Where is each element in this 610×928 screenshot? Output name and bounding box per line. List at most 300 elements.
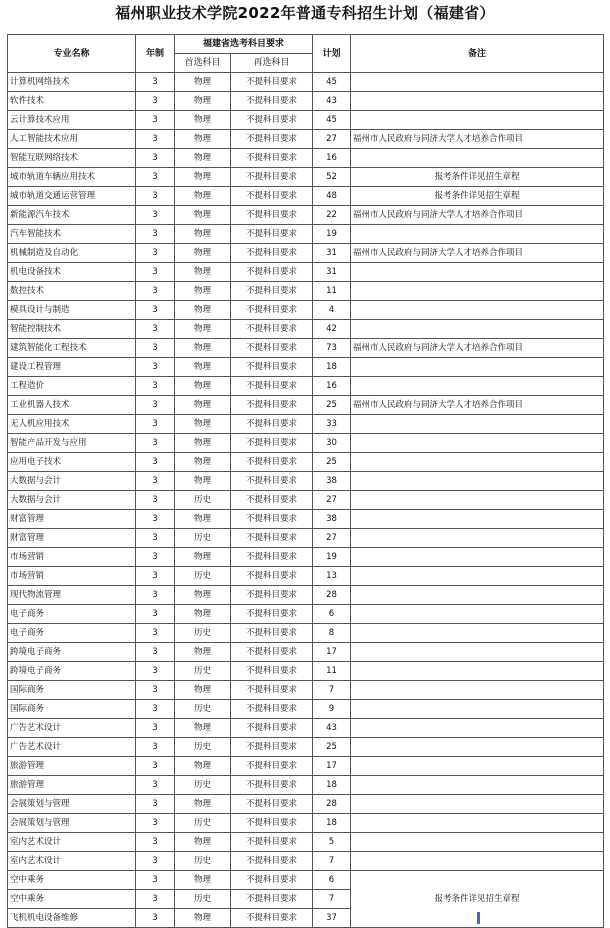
second-subject-cell: 不提科目要求 bbox=[231, 529, 313, 548]
plan-cell: 45 bbox=[313, 111, 351, 130]
first-subject-cell: 物理 bbox=[175, 320, 231, 339]
second-subject-cell: 不提科目要求 bbox=[231, 719, 313, 738]
plan-cell: 42 bbox=[313, 320, 351, 339]
years-cell: 3 bbox=[136, 130, 175, 149]
table-row bbox=[8, 643, 604, 662]
major-cell: 国际商务 bbox=[8, 700, 136, 719]
table-row bbox=[8, 415, 604, 434]
plan-cell: 28 bbox=[313, 586, 351, 605]
second-subject-cell: 不提科目要求 bbox=[231, 263, 313, 282]
major-cell: 会展策划与管理 bbox=[8, 814, 136, 833]
plan-cell: 27 bbox=[313, 491, 351, 510]
major-cell: 国际商务 bbox=[8, 681, 136, 700]
first-subject-cell: 物理 bbox=[175, 282, 231, 301]
major-cell: 旅游管理 bbox=[8, 757, 136, 776]
years-cell: 3 bbox=[136, 605, 175, 624]
major-cell: 空中乘务 bbox=[8, 890, 136, 909]
second-subject-cell: 不提科目要求 bbox=[231, 814, 313, 833]
years-cell: 3 bbox=[136, 814, 175, 833]
first-subject-cell: 历史 bbox=[175, 814, 231, 833]
table-row bbox=[8, 453, 604, 472]
table-row bbox=[8, 130, 604, 149]
second-subject-cell: 不提科目要求 bbox=[231, 282, 313, 301]
note-cell bbox=[351, 548, 604, 567]
second-subject-cell: 不提科目要求 bbox=[231, 168, 313, 187]
table-row bbox=[8, 168, 604, 187]
table-row bbox=[8, 738, 604, 757]
years-cell: 3 bbox=[136, 320, 175, 339]
plan-cell: 27 bbox=[313, 130, 351, 149]
note-cell bbox=[351, 700, 604, 719]
note-cell bbox=[351, 681, 604, 700]
plan-cell: 19 bbox=[313, 225, 351, 244]
second-subject-cell: 不提科目要求 bbox=[231, 187, 313, 206]
second-subject-cell: 不提科目要求 bbox=[231, 453, 313, 472]
major-cell: 广告艺术设计 bbox=[8, 719, 136, 738]
years-cell: 3 bbox=[136, 776, 175, 795]
first-subject-cell: 物理 bbox=[175, 472, 231, 491]
table-row bbox=[8, 852, 604, 871]
header-subject-group: 福建省选考科目要求 bbox=[175, 35, 313, 54]
merged-note-cell: 报考条件详见招生章程 bbox=[351, 871, 604, 928]
major-cell: 智能互联网络技术 bbox=[8, 149, 136, 168]
plan-cell: 11 bbox=[313, 282, 351, 301]
second-subject-cell: 不提科目要求 bbox=[231, 662, 313, 681]
second-subject-cell: 不提科目要求 bbox=[231, 111, 313, 130]
second-subject-cell: 不提科目要求 bbox=[231, 700, 313, 719]
second-subject-cell: 不提科目要求 bbox=[231, 434, 313, 453]
note-cell bbox=[351, 415, 604, 434]
table-body bbox=[8, 73, 604, 928]
second-subject-cell: 不提科目要求 bbox=[231, 871, 313, 890]
plan-cell: 13 bbox=[313, 567, 351, 586]
second-subject-cell: 不提科目要求 bbox=[231, 776, 313, 795]
table-row bbox=[8, 871, 604, 890]
first-subject-cell: 物理 bbox=[175, 339, 231, 358]
table-row bbox=[8, 472, 604, 491]
years-cell: 3 bbox=[136, 510, 175, 529]
first-subject-cell: 历史 bbox=[175, 776, 231, 795]
second-subject-cell: 不提科目要求 bbox=[231, 225, 313, 244]
plan-cell: 37 bbox=[313, 909, 351, 928]
plan-cell: 31 bbox=[313, 244, 351, 263]
second-subject-cell: 不提科目要求 bbox=[231, 149, 313, 168]
plan-cell: 45 bbox=[313, 73, 351, 92]
major-cell: 室内艺术设计 bbox=[8, 852, 136, 871]
major-cell: 旅游管理 bbox=[8, 776, 136, 795]
note-cell bbox=[351, 111, 604, 130]
plan-cell: 22 bbox=[313, 206, 351, 225]
plan-cell: 43 bbox=[313, 92, 351, 111]
plan-cell: 17 bbox=[313, 643, 351, 662]
second-subject-cell: 不提科目要求 bbox=[231, 244, 313, 263]
plan-cell: 19 bbox=[313, 548, 351, 567]
first-subject-cell: 历史 bbox=[175, 491, 231, 510]
plan-cell: 43 bbox=[313, 719, 351, 738]
major-cell: 数控技术 bbox=[8, 282, 136, 301]
note-cell bbox=[351, 586, 604, 605]
note-cell bbox=[351, 301, 604, 320]
first-subject-cell: 物理 bbox=[175, 415, 231, 434]
note-cell bbox=[351, 852, 604, 871]
note-cell bbox=[351, 567, 604, 586]
major-cell: 工业机器人技术 bbox=[8, 396, 136, 415]
table-row bbox=[8, 548, 604, 567]
years-cell: 3 bbox=[136, 890, 175, 909]
major-cell: 工程造价 bbox=[8, 377, 136, 396]
first-subject-cell: 物理 bbox=[175, 73, 231, 92]
major-cell: 电子商务 bbox=[8, 624, 136, 643]
major-cell: 城市轨道车辆应用技术 bbox=[8, 168, 136, 187]
table-row bbox=[8, 206, 604, 225]
first-subject-cell: 历史 bbox=[175, 852, 231, 871]
years-cell: 3 bbox=[136, 681, 175, 700]
second-subject-cell: 不提科目要求 bbox=[231, 605, 313, 624]
note-cell: 福州市人民政府与同济大学人才培养合作项目 bbox=[351, 339, 604, 358]
major-cell: 智能控制技术 bbox=[8, 320, 136, 339]
major-cell: 城市轨道交通运营管理 bbox=[8, 187, 136, 206]
years-cell: 3 bbox=[136, 795, 175, 814]
second-subject-cell: 不提科目要求 bbox=[231, 510, 313, 529]
first-subject-cell: 物理 bbox=[175, 92, 231, 111]
first-subject-cell: 物理 bbox=[175, 377, 231, 396]
plan-cell: 28 bbox=[313, 795, 351, 814]
first-subject-cell: 物理 bbox=[175, 168, 231, 187]
second-subject-cell: 不提科目要求 bbox=[231, 681, 313, 700]
plan-cell: 16 bbox=[313, 377, 351, 396]
years-cell: 3 bbox=[136, 909, 175, 928]
note-cell bbox=[351, 662, 604, 681]
second-subject-cell: 不提科目要求 bbox=[231, 358, 313, 377]
note-cell bbox=[351, 320, 604, 339]
table-row bbox=[8, 282, 604, 301]
years-cell: 3 bbox=[136, 624, 175, 643]
note-cell: 福州市人民政府与同济大学人才培养合作项目 bbox=[351, 130, 604, 149]
note-cell bbox=[351, 453, 604, 472]
second-subject-cell: 不提科目要求 bbox=[231, 377, 313, 396]
table-row bbox=[8, 73, 604, 92]
table-row bbox=[8, 358, 604, 377]
note-cell bbox=[351, 833, 604, 852]
header-note: 备注 bbox=[351, 35, 604, 73]
years-cell: 3 bbox=[136, 757, 175, 776]
note-cell bbox=[351, 377, 604, 396]
years-cell: 3 bbox=[136, 662, 175, 681]
plan-cell: 33 bbox=[313, 415, 351, 434]
second-subject-cell: 不提科目要求 bbox=[231, 415, 313, 434]
years-cell: 3 bbox=[136, 871, 175, 890]
first-subject-cell: 历史 bbox=[175, 662, 231, 681]
page-title: 福州职业技术学院2022年普通专科招生计划（福建省） bbox=[115, 4, 495, 22]
first-subject-cell: 物理 bbox=[175, 301, 231, 320]
first-subject-cell: 物理 bbox=[175, 795, 231, 814]
table-row bbox=[8, 92, 604, 111]
note-cell bbox=[351, 795, 604, 814]
plan-cell: 7 bbox=[313, 890, 351, 909]
table-row bbox=[8, 320, 604, 339]
plan-cell: 17 bbox=[313, 757, 351, 776]
years-cell: 3 bbox=[136, 73, 175, 92]
plan-cell: 6 bbox=[313, 605, 351, 624]
table-row bbox=[8, 510, 604, 529]
plan-cell: 38 bbox=[313, 472, 351, 491]
years-cell: 3 bbox=[136, 377, 175, 396]
header-major: 专业名称 bbox=[8, 35, 136, 73]
plan-cell: 18 bbox=[313, 814, 351, 833]
plan-cell: 73 bbox=[313, 339, 351, 358]
years-cell: 3 bbox=[136, 567, 175, 586]
note-cell bbox=[351, 149, 604, 168]
years-cell: 3 bbox=[136, 415, 175, 434]
note-cell bbox=[351, 529, 604, 548]
major-cell: 机械制造及自动化 bbox=[8, 244, 136, 263]
table-row bbox=[8, 605, 604, 624]
first-subject-cell: 物理 bbox=[175, 871, 231, 890]
first-subject-cell: 物理 bbox=[175, 434, 231, 453]
table-row bbox=[8, 377, 604, 396]
plan-cell: 48 bbox=[313, 187, 351, 206]
note-cell bbox=[351, 814, 604, 833]
note-cell bbox=[351, 92, 604, 111]
major-cell: 应用电子技术 bbox=[8, 453, 136, 472]
table-row bbox=[8, 529, 604, 548]
years-cell: 3 bbox=[136, 472, 175, 491]
first-subject-cell: 历史 bbox=[175, 738, 231, 757]
second-subject-cell: 不提科目要求 bbox=[231, 396, 313, 415]
major-cell: 空中乘务 bbox=[8, 871, 136, 890]
note-cell: 福州市人民政府与同济大学人才培养合作项目 bbox=[351, 396, 604, 415]
note-cell bbox=[351, 225, 604, 244]
note-cell bbox=[351, 491, 604, 510]
major-cell: 无人机应用技术 bbox=[8, 415, 136, 434]
header-years: 年制 bbox=[136, 35, 175, 73]
major-cell: 新能源汽车技术 bbox=[8, 206, 136, 225]
major-cell: 室内艺术设计 bbox=[8, 833, 136, 852]
years-cell: 3 bbox=[136, 225, 175, 244]
plan-cell: 52 bbox=[313, 168, 351, 187]
second-subject-cell: 不提科目要求 bbox=[231, 320, 313, 339]
first-subject-cell: 物理 bbox=[175, 909, 231, 928]
years-cell: 3 bbox=[136, 244, 175, 263]
first-subject-cell: 物理 bbox=[175, 149, 231, 168]
note-cell bbox=[351, 282, 604, 301]
first-subject-cell: 物理 bbox=[175, 358, 231, 377]
plan-cell: 18 bbox=[313, 776, 351, 795]
years-cell: 3 bbox=[136, 149, 175, 168]
plan-cell: 27 bbox=[313, 529, 351, 548]
table-row bbox=[8, 624, 604, 643]
years-cell: 3 bbox=[136, 92, 175, 111]
second-subject-cell: 不提科目要求 bbox=[231, 795, 313, 814]
table-row bbox=[8, 700, 604, 719]
plan-cell: 5 bbox=[313, 833, 351, 852]
note-cell bbox=[351, 757, 604, 776]
table-row bbox=[8, 301, 604, 320]
first-subject-cell: 物理 bbox=[175, 396, 231, 415]
note-cell bbox=[351, 73, 604, 92]
years-cell: 3 bbox=[136, 529, 175, 548]
second-subject-cell: 不提科目要求 bbox=[231, 833, 313, 852]
table-row bbox=[8, 776, 604, 795]
second-subject-cell: 不提科目要求 bbox=[231, 130, 313, 149]
enrollment-plan-table bbox=[7, 34, 604, 928]
text-cursor bbox=[477, 912, 480, 924]
second-subject-cell: 不提科目要求 bbox=[231, 757, 313, 776]
first-subject-cell: 历史 bbox=[175, 700, 231, 719]
first-subject-cell: 物理 bbox=[175, 643, 231, 662]
second-subject-cell: 不提科目要求 bbox=[231, 624, 313, 643]
first-subject-cell: 物理 bbox=[175, 206, 231, 225]
plan-cell: 7 bbox=[313, 681, 351, 700]
table-row bbox=[8, 795, 604, 814]
first-subject-cell: 物理 bbox=[175, 605, 231, 624]
note-cell bbox=[351, 358, 604, 377]
header-second-subject: 再选科目 bbox=[231, 54, 313, 73]
note-cell: 福州市人民政府与同济大学人才培养合作项目 bbox=[351, 206, 604, 225]
major-cell: 财富管理 bbox=[8, 510, 136, 529]
note-cell bbox=[351, 263, 604, 282]
years-cell: 3 bbox=[136, 586, 175, 605]
major-cell: 云计算技术应用 bbox=[8, 111, 136, 130]
note-cell bbox=[351, 776, 604, 795]
years-cell: 3 bbox=[136, 168, 175, 187]
note-cell bbox=[351, 605, 604, 624]
years-cell: 3 bbox=[136, 548, 175, 567]
years-cell: 3 bbox=[136, 738, 175, 757]
major-cell: 计算机网络技术 bbox=[8, 73, 136, 92]
note-cell bbox=[351, 738, 604, 757]
first-subject-cell: 物理 bbox=[175, 586, 231, 605]
first-subject-cell: 历史 bbox=[175, 567, 231, 586]
major-cell: 市场营销 bbox=[8, 548, 136, 567]
years-cell: 3 bbox=[136, 833, 175, 852]
first-subject-cell: 物理 bbox=[175, 130, 231, 149]
years-cell: 3 bbox=[136, 852, 175, 871]
table-row bbox=[8, 434, 604, 453]
first-subject-cell: 物理 bbox=[175, 719, 231, 738]
first-subject-cell: 物理 bbox=[175, 244, 231, 263]
first-subject-cell: 历史 bbox=[175, 890, 231, 909]
years-cell: 3 bbox=[136, 434, 175, 453]
first-subject-cell: 物理 bbox=[175, 453, 231, 472]
first-subject-cell: 历史 bbox=[175, 529, 231, 548]
plan-cell: 16 bbox=[313, 149, 351, 168]
major-cell: 汽车智能技术 bbox=[8, 225, 136, 244]
major-cell: 人工智能技术应用 bbox=[8, 130, 136, 149]
second-subject-cell: 不提科目要求 bbox=[231, 643, 313, 662]
second-subject-cell: 不提科目要求 bbox=[231, 92, 313, 111]
plan-cell: 18 bbox=[313, 358, 351, 377]
note-cell bbox=[351, 434, 604, 453]
header-plan: 计划 bbox=[313, 35, 351, 73]
note-cell bbox=[351, 472, 604, 491]
years-cell: 3 bbox=[136, 187, 175, 206]
note-cell bbox=[351, 719, 604, 738]
plan-cell: 30 bbox=[313, 434, 351, 453]
table-row bbox=[8, 244, 604, 263]
years-cell: 3 bbox=[136, 643, 175, 662]
major-cell: 建筑智能化工程技术 bbox=[8, 339, 136, 358]
second-subject-cell: 不提科目要求 bbox=[231, 852, 313, 871]
table-row bbox=[8, 111, 604, 130]
table-row bbox=[8, 719, 604, 738]
header-first-subject: 首选科目 bbox=[175, 54, 231, 73]
years-cell: 3 bbox=[136, 491, 175, 510]
table-row bbox=[8, 187, 604, 206]
years-cell: 3 bbox=[136, 206, 175, 225]
note-cell bbox=[351, 510, 604, 529]
first-subject-cell: 物理 bbox=[175, 757, 231, 776]
major-cell: 模具设计与制造 bbox=[8, 301, 136, 320]
years-cell: 3 bbox=[136, 339, 175, 358]
second-subject-cell: 不提科目要求 bbox=[231, 909, 313, 928]
major-cell: 市场营销 bbox=[8, 567, 136, 586]
table-row bbox=[8, 149, 604, 168]
second-subject-cell: 不提科目要求 bbox=[231, 890, 313, 909]
major-cell: 电子商务 bbox=[8, 605, 136, 624]
note-cell bbox=[351, 624, 604, 643]
second-subject-cell: 不提科目要求 bbox=[231, 738, 313, 757]
second-subject-cell: 不提科目要求 bbox=[231, 472, 313, 491]
table-row bbox=[8, 491, 604, 510]
years-cell: 3 bbox=[136, 111, 175, 130]
plan-cell: 8 bbox=[313, 624, 351, 643]
first-subject-cell: 物理 bbox=[175, 263, 231, 282]
plan-cell: 25 bbox=[313, 738, 351, 757]
first-subject-cell: 物理 bbox=[175, 510, 231, 529]
major-cell: 软件技术 bbox=[8, 92, 136, 111]
first-subject-cell: 物理 bbox=[175, 111, 231, 130]
major-cell: 财富管理 bbox=[8, 529, 136, 548]
table-row bbox=[8, 339, 604, 358]
table-row bbox=[8, 757, 604, 776]
first-subject-cell: 物理 bbox=[175, 548, 231, 567]
table-row bbox=[8, 681, 604, 700]
years-cell: 3 bbox=[136, 282, 175, 301]
major-cell: 建设工程管理 bbox=[8, 358, 136, 377]
second-subject-cell: 不提科目要求 bbox=[231, 301, 313, 320]
major-cell: 会展策划与管理 bbox=[8, 795, 136, 814]
table-header bbox=[8, 35, 604, 73]
major-cell: 大数据与会计 bbox=[8, 472, 136, 491]
plan-cell: 31 bbox=[313, 263, 351, 282]
second-subject-cell: 不提科目要求 bbox=[231, 73, 313, 92]
plan-cell: 9 bbox=[313, 700, 351, 719]
table-row bbox=[8, 833, 604, 852]
second-subject-cell: 不提科目要求 bbox=[231, 491, 313, 510]
second-subject-cell: 不提科目要求 bbox=[231, 339, 313, 358]
years-cell: 3 bbox=[136, 301, 175, 320]
plan-cell: 11 bbox=[313, 662, 351, 681]
plan-cell: 25 bbox=[313, 453, 351, 472]
table-row bbox=[8, 586, 604, 605]
years-cell: 3 bbox=[136, 453, 175, 472]
second-subject-cell: 不提科目要求 bbox=[231, 548, 313, 567]
plan-cell: 6 bbox=[313, 871, 351, 890]
years-cell: 3 bbox=[136, 719, 175, 738]
first-subject-cell: 历史 bbox=[175, 624, 231, 643]
plan-cell: 4 bbox=[313, 301, 351, 320]
major-cell: 机电设备技术 bbox=[8, 263, 136, 282]
table-row bbox=[8, 814, 604, 833]
note-cell: 报考条件详见招生章程 bbox=[351, 168, 604, 187]
table-row bbox=[8, 263, 604, 282]
second-subject-cell: 不提科目要求 bbox=[231, 567, 313, 586]
note-cell: 福州市人民政府与同济大学人才培养合作项目 bbox=[351, 244, 604, 263]
major-cell: 广告艺术设计 bbox=[8, 738, 136, 757]
major-cell: 跨境电子商务 bbox=[8, 662, 136, 681]
plan-cell: 25 bbox=[313, 396, 351, 415]
